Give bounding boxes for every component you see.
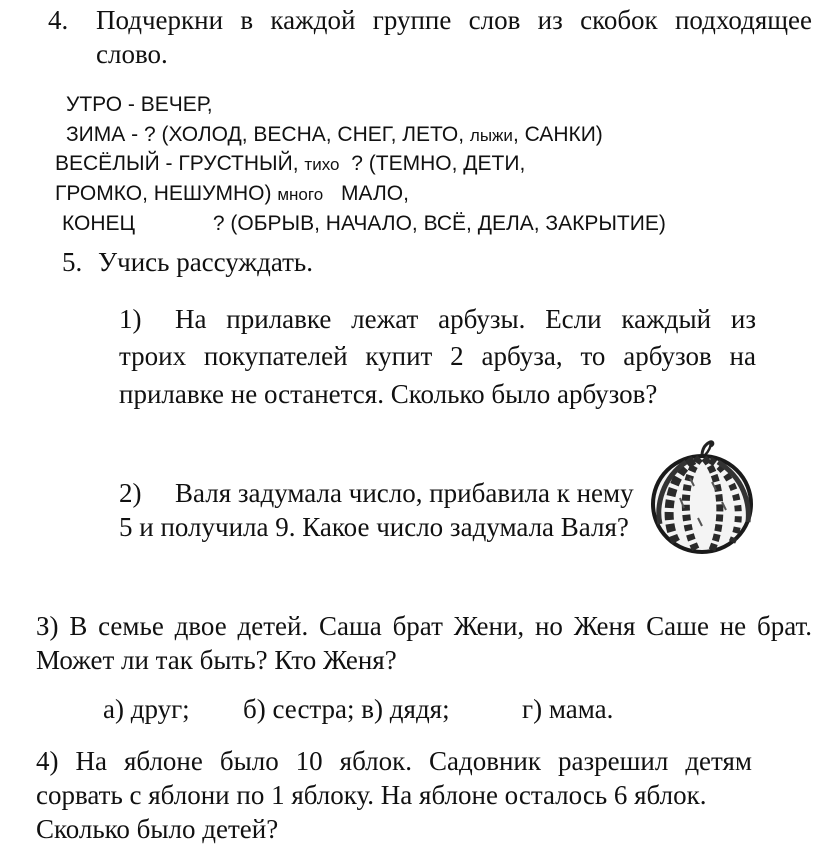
task4-row-winter (66, 122, 603, 149)
task4-cheerful-quiet: тихо (304, 155, 340, 174)
problem4-line3: Сколько было детей? (36, 814, 279, 844)
task4-instruction-line2: слово. (96, 39, 168, 69)
problem3-option-d: г) мама. (522, 694, 614, 724)
problem3-line2: Может ли так быть? Кто Женя? (36, 645, 397, 675)
task4-loud-few: МАЛО, (341, 182, 409, 205)
task4-end-options: ? (ОБРЫВ, НАЧАЛО, ВСЁ, ДЕЛА, ЗАКРЫТИЕ) (212, 212, 666, 235)
task4-cheerful-part1: ВЕСЁЛЫЙ - ГРУСТНЫЙ, (55, 152, 299, 175)
task5-title: Учись рассуждать. (98, 247, 313, 277)
watermelon-icon (650, 438, 760, 556)
problem4-line1: 4) На яблоне было 10 яблок. Садовник разрешил детям (36, 746, 752, 776)
problem3-line1: З) В семье двое детей. Саша брат Жени, но Женя Саше не брат. (36, 611, 812, 641)
task4-loud-many: много (277, 185, 324, 204)
problem3-option-b-c: б) сестра; в) дядя; (243, 694, 450, 724)
problem4-line2: сорвать с яблони по 1 яблоку. На яблоне осталось 6 яблок. (36, 780, 707, 810)
problem3-option-a: а) друг; (103, 694, 190, 724)
problem2-number: 2) (119, 478, 142, 508)
task4-instruction-line1: Подчеркни в каждой группе слов из скобок подходящее (96, 5, 812, 35)
task4-row-cheerful (55, 151, 525, 178)
task4-number: 4. (48, 5, 69, 35)
task4-loud-part1: ГРОМКО, НЕШУМНО) (55, 182, 272, 205)
problem2-line2: 5 и получила 9. Какое число задумала Валя? (119, 512, 629, 542)
problem1-number: 1) (119, 304, 142, 334)
task4-cheerful-part2: ? (ТЕМНО, ДЕТИ, (351, 152, 526, 175)
problem1-line3: прилавке не останется. Сколько было арбузов? (119, 379, 658, 409)
task4-winter-part1: ЗИМА - ? (ХОЛОД, ВЕСНА, СНЕГ, ЛЕТО, (66, 123, 465, 146)
problem1-line1: На прилавке лежат арбузы. Если каждый из (175, 304, 756, 334)
task4-winter-ski: лыжи (469, 126, 513, 145)
problem2-line1: Валя задумала число, прибавила к нему (175, 478, 634, 508)
task4-row-morning: УТРО - ВЕЧЕР, (66, 93, 213, 116)
task4-winter-part2: , САНКИ) (512, 123, 603, 146)
task4-row-loud (55, 181, 409, 208)
task4-row-end (62, 211, 666, 237)
task4-end-word: КОНЕЦ (62, 212, 136, 235)
problem1-line2: троих покупателей купит 2 арбуза, то арбузов на (119, 341, 756, 371)
task5-number: 5. (62, 247, 83, 277)
